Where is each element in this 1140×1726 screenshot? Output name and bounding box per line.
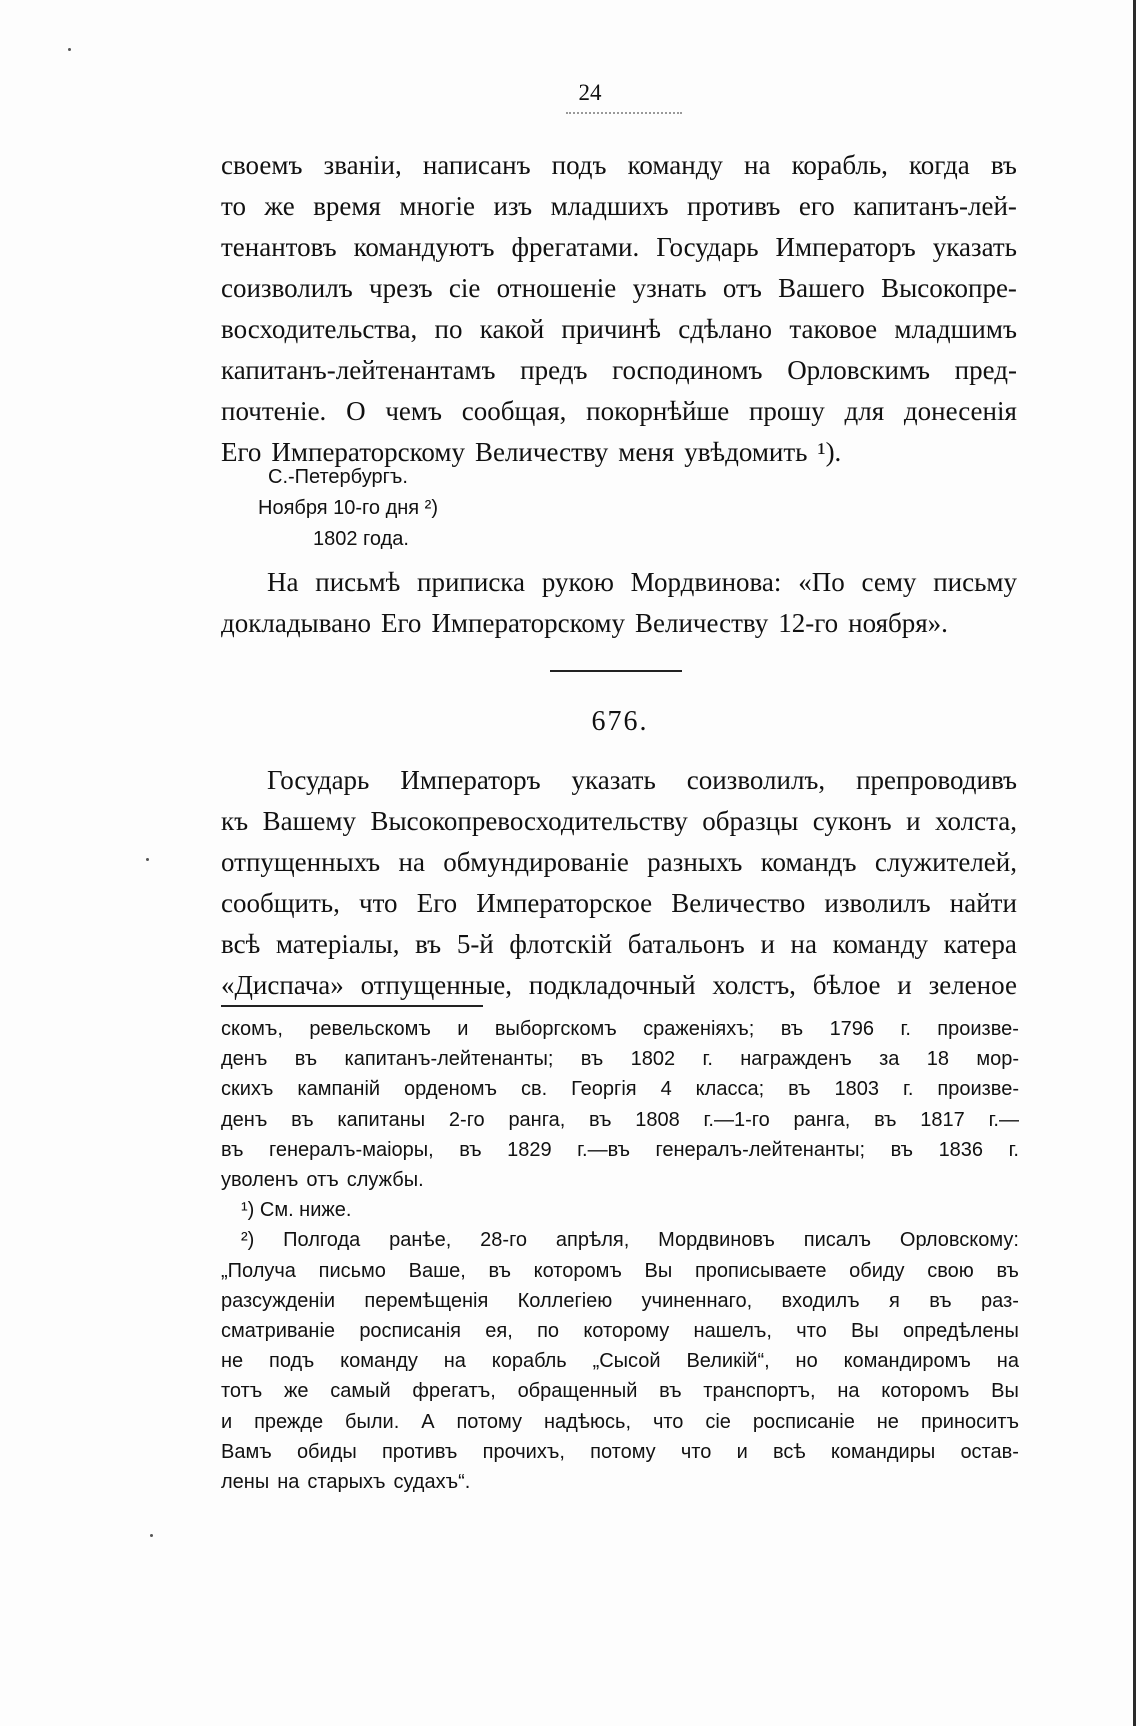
- document-number: 676.: [591, 706, 649, 737]
- text-line: „Получа письмо Ваше, въ которомъ Вы прописываете обиду свою въ: [221, 1259, 1019, 1282]
- footnotes: [221, 1014, 1019, 1497]
- text-line: На письмѣ приписка рукою Мордвинова: «По сему письму: [267, 567, 1017, 597]
- text-line: сообщить, что Его Императорское Величество изволилъ найти: [221, 888, 1017, 918]
- text-line: въ генералъ-маiоры, въ 1829 г.—въ генералъ-лейтенанты; въ 1836 г.: [221, 1138, 1019, 1161]
- text-line: Вамъ обиды противъ прочихъ, потому что и всѣ командиры остав-: [221, 1440, 1019, 1463]
- text-line: капитанъ-лейтенантамъ предъ господиномъ Орловскимъ пред-: [221, 355, 1017, 385]
- signature-place: С.-Петербургъ.: [268, 466, 408, 488]
- signature-year: 1802 года.: [313, 528, 409, 550]
- text-line: Его Императорскому Величеству меня увѣдомить ¹).: [221, 437, 842, 467]
- page-number: 24: [578, 80, 602, 105]
- text-line: лены на старыхъ судахъ“.: [221, 1471, 471, 1494]
- scan-speck: [146, 858, 149, 861]
- text-line: разсужденiи перемѣщенiя Коллегiею учиненнаго, входилъ я въ раз-: [221, 1289, 1019, 1312]
- text-line: денъ въ капитанъ-лейтенанты; въ 1802 г. награжденъ за 18 мор-: [221, 1048, 1019, 1071]
- text-line: почтенiе. О чемъ сообщая, покорнѣйше прошу для донесенiя: [221, 396, 1017, 426]
- document-676-body-text: [221, 760, 1017, 1006]
- text-line: Государь Императоръ указать соизволилъ, препроводивъ: [267, 765, 1017, 795]
- text-line: и прежде были. А потому надѣюсь, что сiе росписанiе не приноситъ: [221, 1410, 1019, 1433]
- text-line: своемъ званiи, написанъ подъ команду на корабль, когда въ: [221, 150, 1017, 180]
- page-edge-shadow: [1133, 0, 1136, 1726]
- text-line: всѣ матерiалы, въ 5-й флотскiй батальонъ и на команду катера: [221, 929, 1017, 959]
- signature-block: [258, 462, 438, 555]
- text-line: докладывано Его Императорскому Величеству 12-го ноября».: [221, 608, 948, 638]
- scan-speck: [68, 48, 71, 51]
- signature-date: Ноября 10-го дня ²): [258, 497, 438, 519]
- text-line: отпущенныхъ на обмундированiе разныхъ командъ служителей,: [221, 847, 1017, 877]
- text-line: уволенъ отъ службы.: [221, 1169, 424, 1192]
- text-line: къ Вашему Высокопревосходительству образцы суконъ и холста,: [221, 806, 1017, 836]
- text-line: тотъ же самый фрегатъ, обращенный въ транспортъ, на которомъ Вы: [221, 1380, 1019, 1403]
- text-line: скихъ кампанiй орденомъ св. Георгiя 4 класса; въ 1803 г. произве-: [221, 1078, 1019, 1101]
- text-line: сматриванiе росписанiя ея, по которому нашелъ, что Вы опредѣлены: [221, 1320, 1019, 1343]
- editorial-note: [221, 562, 1017, 644]
- text-line: денъ въ капитаны 2-го ранга, въ 1808 г.—1-го ранга, въ 1817 г.—: [221, 1108, 1019, 1131]
- text-line: «Диспача» отпущенные, подкладочный холстъ, бѣлое и зеленое: [221, 970, 1017, 1000]
- text-line: то же время многiе изъ младшихъ противъ его капитанъ-лей-: [221, 191, 1017, 221]
- text-line: не подъ команду на корабль „Сысой Великiй“, но командиромъ на: [221, 1350, 1019, 1373]
- page-number-underline: [566, 112, 682, 114]
- footnote-separator: [221, 1005, 483, 1007]
- footnote-2: [221, 1225, 1019, 1497]
- text-line: тенантовъ командуютъ фрегатами. Государь Императоръ указать: [221, 232, 1017, 262]
- footnote-continuation: [221, 1014, 1019, 1195]
- footnote-1: ¹) См. ниже.: [241, 1199, 352, 1222]
- text-line: восходительства, по какой причинѣ сдѣлано таковое младшимъ: [221, 314, 1017, 344]
- scan-speck: [150, 1534, 153, 1537]
- text-line: скомъ, ревельскомъ и выборгскомъ сраженiяхъ; въ 1796 г. произве-: [221, 1018, 1019, 1040]
- text-line: ²) Полгода ранѣе, 28-го апрѣля, Мордвиновъ писалъ Орловскому:: [241, 1229, 1019, 1252]
- text-line: соизволилъ чрезъ сiе отношенiе узнать отъ Вашего Высокопре-: [221, 273, 1017, 303]
- letter-body-text: [221, 145, 1017, 473]
- section-divider: [550, 670, 682, 672]
